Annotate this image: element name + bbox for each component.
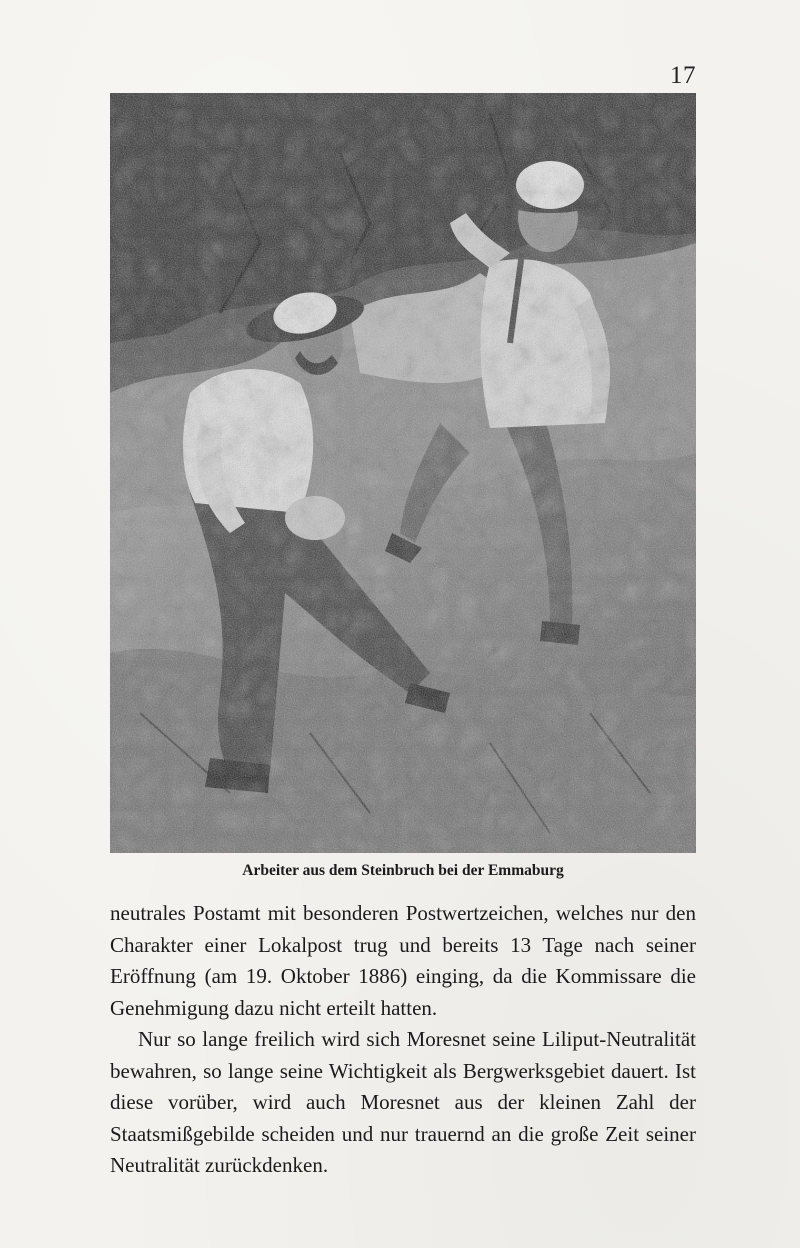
photo-illustration bbox=[110, 93, 696, 853]
photo-caption: Arbeiter aus dem Steinbruch bei der Emmaburg bbox=[242, 862, 564, 879]
body-text bbox=[110, 898, 696, 1182]
paragraph-1: neutrales Postamt mit besonderen Postwertzeichen, welches nur den Charakter einer Lokalpost trug und bereits 13 Tage nach seiner Eröffnung (am 19. Oktober 1886) einging, da die Kommissare die Genehmigung dazu nicht erteilt hatten. bbox=[110, 901, 696, 1020]
page-number: 17 bbox=[670, 62, 696, 89]
paragraph-2: Nur so lange freilich wird sich Moresnet seine Liliput-Neutralität bewahren, so lange seine Wichtigkeit als Bergwerksgebiet dauert. Ist diese vorüber, wird auch Moresnet aus der kleinen Zahl der Staatsmißgebilde scheiden und nur trauernd an die große Zeit seiner Neutralität zurückdenken. bbox=[110, 1027, 696, 1177]
quarry-workers-photo bbox=[110, 93, 696, 853]
